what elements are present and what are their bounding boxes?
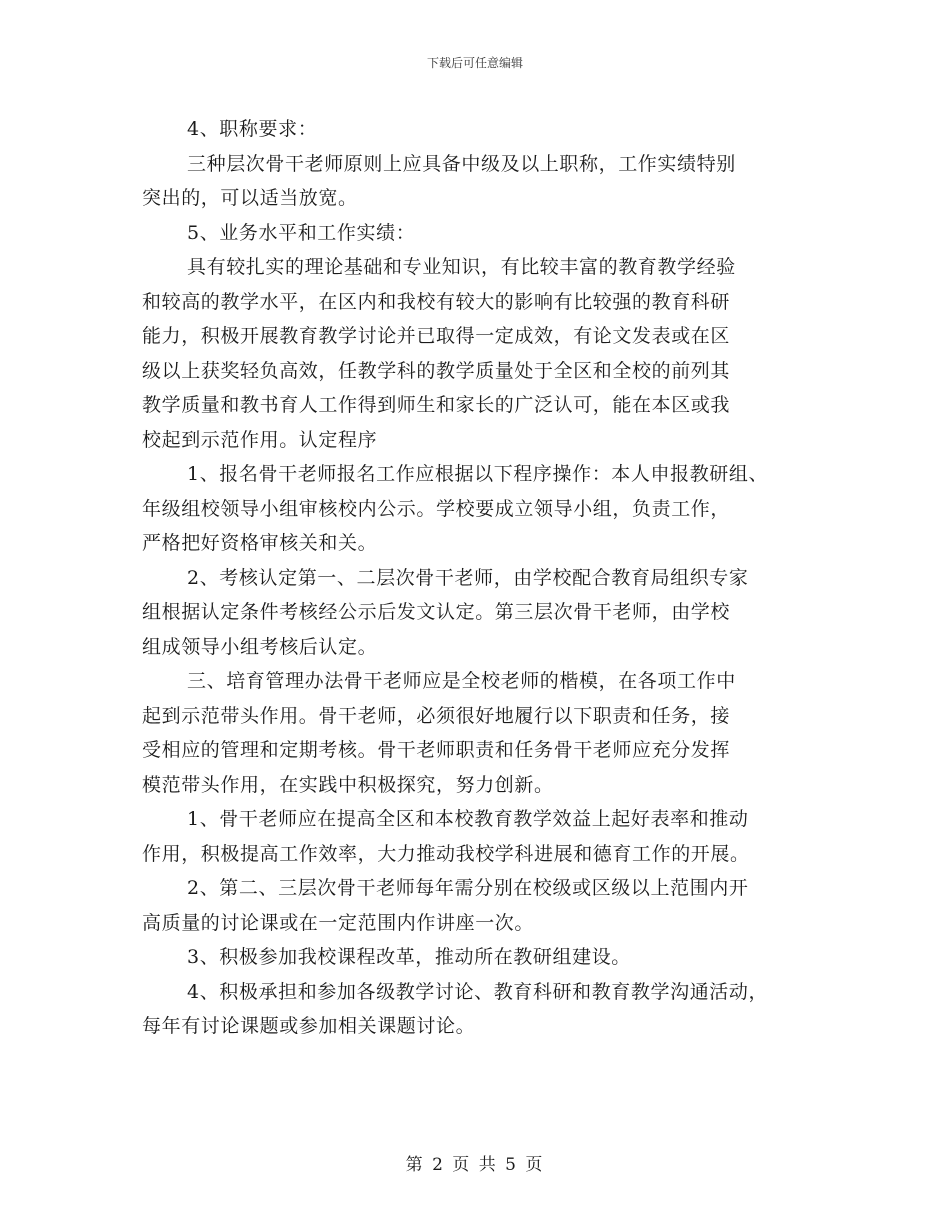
text-line: 1、骨干老师应在提高全区和本校教育教学效益上起好表率和推动 [187,808,749,830]
text-line: 严格把好资格审核关和关。 [142,532,378,554]
text-line: 校起到示范作用。认定程序 [142,428,378,451]
text-line: 4、职称要求： [187,118,318,140]
text-line: 具有较扎实的理论基础和专业知识，有比较丰富的教育教学经验 [187,256,736,278]
text-line: 组根据认定条件考核经公示后发文认定。第三层次骨干老师，由学校 [142,601,731,623]
text-line: 模范带头作用，在实践中积极探究，努力创新。 [142,773,554,796]
page-footer: 第 2 页 共 5 页 [405,1155,545,1175]
text-line: 2、考核认定第一、二层次骨干老师，由学校配合教育局组织专家 [187,566,749,589]
text-line: 每年有讨论课题或参加相关课题讨论。 [142,1015,476,1037]
text-line: 2、第二、三层次骨干老师每年需分别在校级或区级以上范围内开 [187,877,749,899]
text-line: 级以上获奖轻负高效，任教学科的教学质量处于全区和全校的前列其 [142,359,731,382]
text-line: 突出的，可以适当放宽。 [142,187,358,209]
text-line: 3、积极参加我校课程改革，推动所在教研组建设。 [187,946,631,968]
text-line: 三种层次骨干老师原则上应具备中级及以上职称，工作实绩特别 [187,152,736,175]
text-line: 作用，积极提高工作效率，大力推动我校学科进展和德育工作的开展。 [142,842,750,865]
text-line: 教学质量和教书育人工作得到师生和家长的广泛认可，能在本区或我 [142,394,731,416]
text-line: 高质量的讨论课或在一定范围内作讲座一次。 [142,911,535,934]
text-line: 能力，积极开展教育教学讨论并已取得一定成效，有论文发表或在区 [142,325,731,347]
page-header: 下载后可任意编辑 [426,56,523,70]
text-line: 起到示范带头作用。骨干老师，必须很好地履行以下职责和任务，接 [142,704,731,727]
text-line: 5、业务水平和工作实绩： [187,221,416,244]
text-line: 受相应的管理和定期考核。骨干老师职责和任务骨干老师应充分发挥 [142,739,731,761]
text-line: 和较高的教学水平，在区内和我校有较大的影响有比较强的教育科研 [142,290,731,313]
text-line: 1、报名骨干老师报名工作应根据以下程序操作：本人申报教研组、 [187,463,769,485]
text-line: 4、积极承担和参加各级教学讨论、教育科研和教育教学沟通活动， [187,980,769,1003]
text-line: 三、培育管理办法骨干老师应是全校老师的楷模，在各项工作中 [187,670,736,692]
text-line: 组成领导小组考核后认定。 [142,635,378,658]
document-body [142,112,832,1044]
text-line: 年级组校领导小组审核校内公示。学校要成立领导小组，负责工作， [142,497,731,520]
